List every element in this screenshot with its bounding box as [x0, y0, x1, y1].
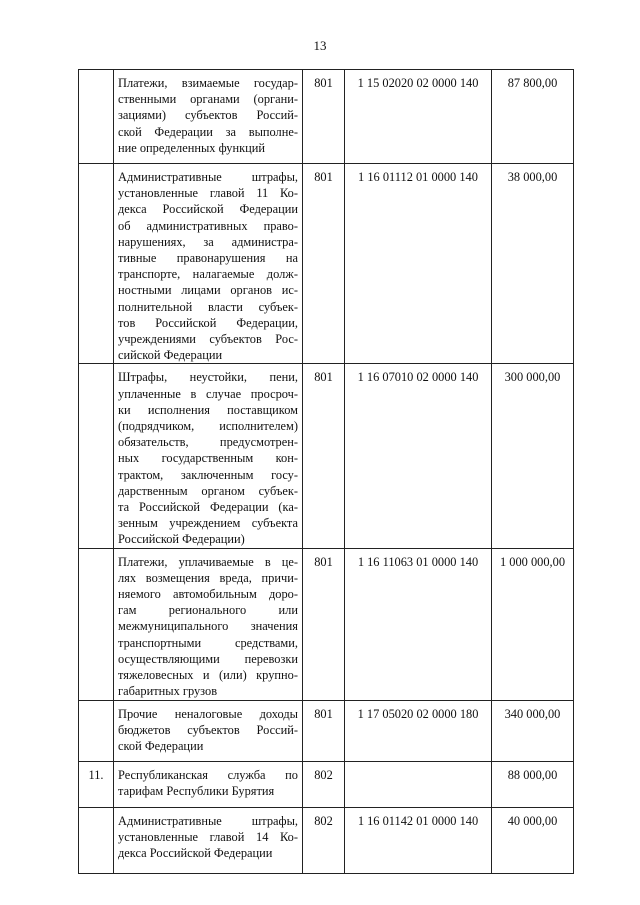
revenue-name-line: осуществляющими перевозки	[118, 651, 298, 666]
amount-cell: 1 000 000,00	[492, 548, 574, 700]
amount-cell: 340 000,00	[492, 700, 574, 761]
revenue-name-line: гам регионального или	[118, 603, 298, 618]
revenue-name-line: об административных право-	[118, 218, 298, 233]
budget-classification-code-cell: 1 16 01112 01 0000 140	[345, 164, 492, 364]
revenue-table-body	[79, 70, 574, 874]
administrator-code-cell: 801	[303, 164, 345, 364]
table-row	[79, 364, 574, 548]
revenue-name-line: установленные главой 14 Ко-	[118, 829, 298, 844]
revenue-name-line: Платежи, взимаемые государ-	[118, 76, 298, 90]
revenue-name-line: дарственным органом субъек-	[118, 483, 298, 498]
revenue-name-line: сийской Федерации	[118, 348, 223, 363]
revenue-name-line: декса Российской Федерации	[118, 202, 298, 217]
revenue-name-line: та Российской Федерации (ка-	[118, 500, 298, 515]
budget-classification-code-cell: 1 16 01142 01 0000 140	[345, 807, 492, 873]
revenue-name-line: зациями) субъектов Россий-	[118, 108, 298, 123]
revenue-name-line: транспортными средствами,	[118, 635, 298, 650]
revenue-name-line: ской Федерации за выполне-	[118, 124, 298, 139]
row-number-cell	[79, 364, 114, 548]
revenue-name-cell	[114, 548, 303, 700]
row-number-cell	[79, 70, 114, 164]
revenue-name-line: учреждениями субъектов Рос-	[118, 332, 298, 347]
revenue-name-line: межмуниципального значения	[118, 619, 298, 634]
revenue-name-line: няемого автомобильным доро-	[118, 587, 298, 602]
row-number-cell	[79, 807, 114, 873]
revenue-name-line: Административные штрафы,	[118, 170, 298, 184]
amount-cell: 38 000,00	[492, 164, 574, 364]
amount-cell: 88 000,00	[492, 761, 574, 807]
revenue-name-cell	[114, 164, 303, 364]
revenue-name-cell	[114, 807, 303, 873]
revenue-name-line: транспорте, налагаемые долж-	[118, 267, 298, 282]
budget-classification-code-cell: 1 16 07010 02 0000 140	[345, 364, 492, 548]
budget-classification-code-cell	[345, 761, 492, 807]
revenue-name-line: ки исполнения поставщиком	[118, 402, 298, 417]
revenue-name-line: ской Федерации	[118, 738, 204, 753]
administrator-code-cell: 801	[303, 700, 345, 761]
revenue-table	[78, 69, 574, 874]
revenue-name-line: (подрядчиком, исполнителем)	[118, 419, 298, 434]
revenue-name-line: Административные штрафы,	[118, 813, 298, 828]
table-row	[79, 807, 574, 873]
revenue-name-line: обязательств, предусмотрен-	[118, 435, 298, 450]
revenue-name-line: тивные правонарушения на	[118, 251, 298, 266]
revenue-name-line: полнительной власти субъек-	[118, 299, 298, 314]
revenue-name-line: лях возмещения вреда, причи-	[118, 570, 298, 585]
table-row	[79, 164, 574, 364]
administrator-code-cell: 801	[303, 548, 345, 700]
revenue-name-cell	[114, 700, 303, 761]
row-number-cell	[79, 548, 114, 700]
revenue-name-line: Республиканская служба по	[118, 767, 298, 782]
revenue-name-line: ние определенных функций	[118, 140, 266, 155]
revenue-name-line: тов Российской Федерации,	[118, 315, 298, 330]
row-number-cell: 11.	[79, 761, 114, 807]
administrator-code-cell: 801	[303, 364, 345, 548]
administrator-code-cell: 802	[303, 807, 345, 873]
table-row	[79, 70, 574, 164]
revenue-name-line: установленные главой 11 Ко-	[118, 186, 298, 201]
budget-classification-code-cell: 1 17 05020 02 0000 180	[345, 700, 492, 761]
administrator-code-cell: 801	[303, 70, 345, 164]
administrator-code-cell: 802	[303, 761, 345, 807]
table-row	[79, 700, 574, 761]
amount-cell: 87 800,00	[492, 70, 574, 164]
revenue-name-line: Штрафы, неустойки, пени,	[118, 370, 298, 385]
revenue-name-line: трактом, заключенным госу-	[118, 467, 298, 482]
revenue-name-line: зенным учреждением субъекта	[118, 516, 298, 531]
amount-cell: 300 000,00	[492, 364, 574, 548]
revenue-name-line: ностными лицами органов ис-	[118, 283, 298, 298]
revenue-name-line: Прочие неналоговые доходы	[118, 706, 298, 721]
revenue-name-line: ственными органами (органи-	[118, 92, 298, 107]
revenue-name-line: нарушениях, за администра-	[118, 234, 298, 249]
revenue-name-line: уплаченные в случае просроч-	[118, 386, 298, 401]
revenue-name-line: тарифам Республики Бурятия	[118, 783, 275, 798]
table-row	[79, 548, 574, 700]
row-number-cell	[79, 700, 114, 761]
revenue-name-line: ных государственным кон-	[118, 451, 298, 466]
revenue-name-line: Российской Федерации)	[118, 532, 245, 547]
budget-classification-code-cell: 1 16 11063 01 0000 140	[345, 548, 492, 700]
revenue-name-line: декса Российской Федерации	[118, 845, 273, 860]
revenue-name-cell	[114, 70, 303, 164]
page-number: 13	[313, 38, 327, 53]
row-number-cell	[79, 164, 114, 364]
revenue-name-line: габаритных грузов	[118, 684, 218, 699]
revenue-name-line: бюджетов субъектов Россий-	[118, 722, 298, 737]
revenue-name-line: Платежи, уплачиваемые в це-	[118, 554, 298, 569]
budget-classification-code-cell: 1 15 02020 02 0000 140	[345, 70, 492, 164]
amount-cell: 40 000,00	[492, 807, 574, 873]
revenue-name-cell	[114, 364, 303, 548]
revenue-name-cell	[114, 761, 303, 807]
table-row	[79, 761, 574, 807]
revenue-name-line: тяжеловесных и (или) крупно-	[118, 668, 298, 683]
